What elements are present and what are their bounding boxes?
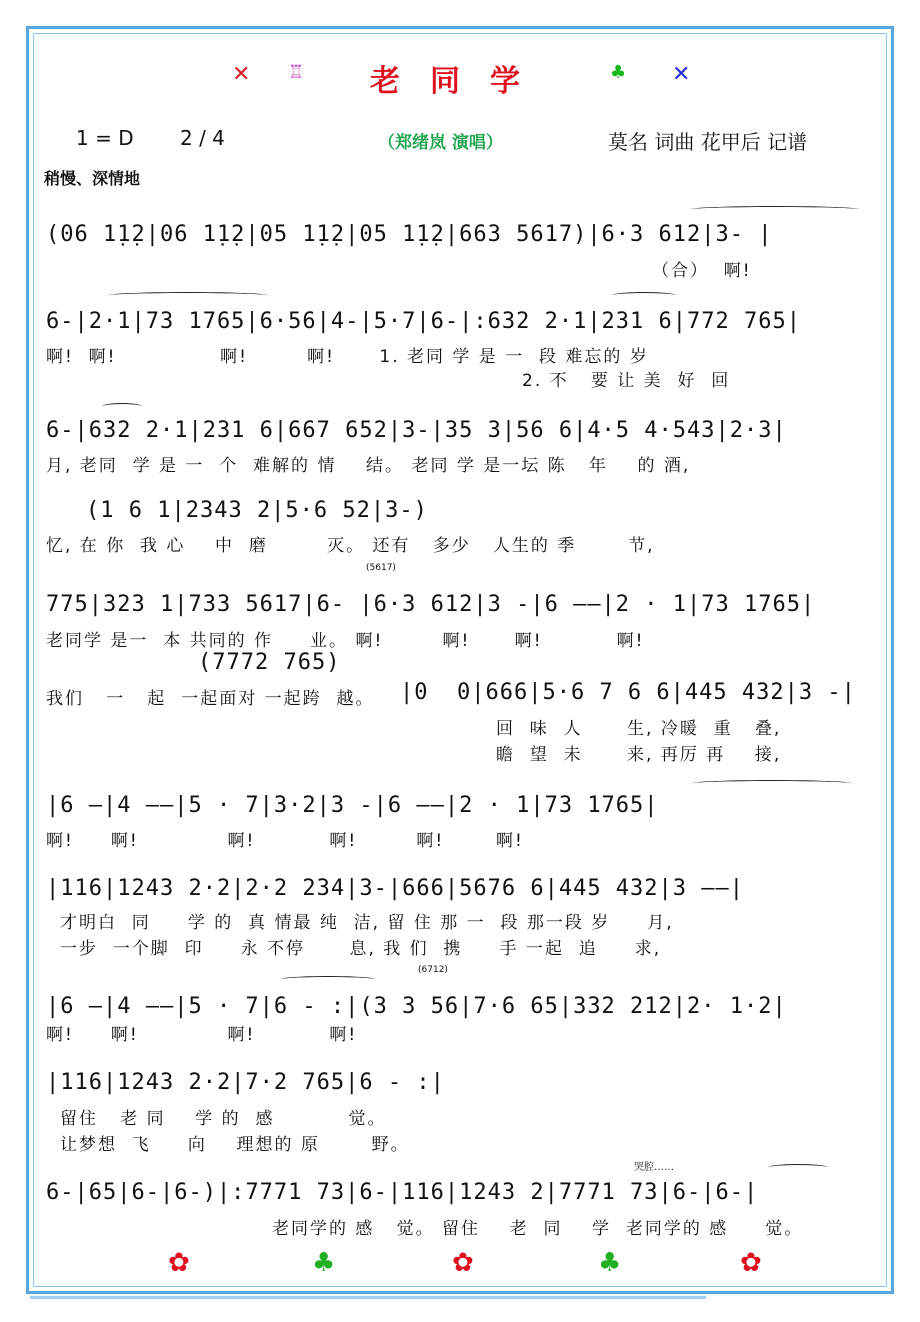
- tempo-marking: 稍慢、深情地: [44, 169, 141, 188]
- flower-icon: ✿: [740, 1248, 762, 1278]
- key-signature: 1 = D: [76, 126, 134, 150]
- bottom-shadow-line: [30, 1296, 706, 1299]
- lyric-line: （合） 啊!: [652, 261, 752, 281]
- lyric-line: 2. 不 要 让 美 好 回: [522, 371, 731, 391]
- slur-mark: [692, 780, 852, 787]
- lyric-line: 才明白 同 学 的 真 情最 纯 洁, 留 住 那 一 段 那一段 岁 月,: [60, 913, 674, 933]
- notation-row: |6 —|4 ——|5 · 7|6 - :|(3 3 56|7·6 65|332 212|2· 1·2|: [46, 994, 787, 1019]
- notation-row: |116|1243 2·2|2·2 234|3-|666|5676 6|445 432|3 ——|: [46, 876, 745, 901]
- lyric-line: 啊! 啊! 啊! 啊! 啊! 啊!: [46, 831, 524, 851]
- slur-mark: [102, 403, 142, 410]
- lyric-line: 啊! 啊! 啊! 啊! 1. 老同 学 是 一 段 难忘的 岁: [46, 347, 649, 367]
- performer: （郑绪岚 演唱）: [378, 133, 503, 153]
- small-note: 哭腔……: [634, 1162, 674, 1173]
- small-note: (6712): [418, 965, 448, 975]
- small-note: (5617): [366, 563, 396, 573]
- slur-mark: [768, 1164, 828, 1171]
- clover-icon: ♣: [598, 1248, 622, 1278]
- lyric-line: 忆, 在 你 我 心 中 磨 灭。 还有 多少 人生的 季 节,: [46, 536, 655, 556]
- credits: 莫名 词曲 花甲后 记谱: [608, 130, 808, 154]
- notation-row: 6-|632 2·1|231 6|667 652|3-|35 3|56 6|4·5 4·543|2·3|: [46, 418, 787, 443]
- notation-row: (06 1̣1̣2|06 1̣1̣2|05 1̣1̣2|05 1̣1̣2|663 5617)|6·3 612|3- |: [46, 222, 773, 247]
- notation-row: |6 —|4 ——|5 · 7|3·2|3 -|6 ——|2 · 1|73 1765|: [46, 793, 659, 818]
- lyric-line: 老同学 是一 本 共同的 作 业。 啊! 啊! 啊! 啊!: [46, 631, 645, 651]
- notation-row: (1 6 1|2343 2|5·6 52|3-): [86, 498, 428, 523]
- lyric-line: 啊! 啊! 啊! 啊!: [46, 1025, 358, 1045]
- lyric-line: 我们 一 起 一起面对 一起跨 越。: [46, 689, 375, 709]
- song-title: 老同学: [370, 64, 550, 99]
- notation-row: 775|323 1|733 5617|6- |6·3 612|3 -|6 ——|2 · 1|73 1765|: [46, 592, 816, 617]
- lyric-line: 一步 一个脚 印 永 不停 息, 我 们 携 手 一起 追 求,: [60, 939, 662, 959]
- green-ornament-icon: ♣: [610, 62, 627, 83]
- lyric-line: 月, 老同 学 是 一 个 难解的 情 结。 老同 学 是一坛 陈 年 的 酒,: [46, 456, 691, 476]
- notation-row: 6-|2·1|73 1765|6·56|4-|5·7|6-|:632 2·1|231 6|772 765|: [46, 309, 801, 334]
- notation-row: (7772 765): [198, 650, 341, 675]
- blue-ornament-icon: ✕: [672, 62, 691, 87]
- notation-row: |116|1243 2·2|7·2 765|6 - :|: [46, 1070, 445, 1095]
- pink-ornament-icon: ♖: [288, 62, 305, 83]
- lyric-line: 瞻 望 未 来, 再厉 再 接,: [496, 745, 782, 765]
- slur-mark: [280, 976, 376, 983]
- notation-row: |0 0|666|5·6 7 6 6|445 432|3 -|: [400, 680, 856, 705]
- lyric-line: 老同学的 感 觉。 留住 老 同 学 老同学的 感 觉。: [272, 1219, 804, 1239]
- flower-icon: ✿: [168, 1248, 190, 1278]
- slur-mark: [690, 206, 860, 213]
- flower-icon: ✿: [452, 1248, 474, 1278]
- slur-mark: [108, 292, 268, 299]
- lyric-line: 让梦想 飞 向 理想的 原 野。: [60, 1135, 410, 1155]
- notation-row: 6-|65|6-|6-)|:7771 73|6-|116|1243 2|7771 73|6-|6-|: [46, 1180, 759, 1205]
- bow-ornament-icon: ✕: [232, 62, 251, 87]
- slur-mark: [612, 292, 676, 299]
- time-signature: 2 / 4: [180, 126, 225, 150]
- lyric-line: 留住 老 同 学 的 感 觉。: [60, 1109, 387, 1129]
- clover-icon: ♣: [312, 1248, 336, 1278]
- lyric-line: 回 味 人 生, 冷暖 重 叠,: [496, 719, 782, 739]
